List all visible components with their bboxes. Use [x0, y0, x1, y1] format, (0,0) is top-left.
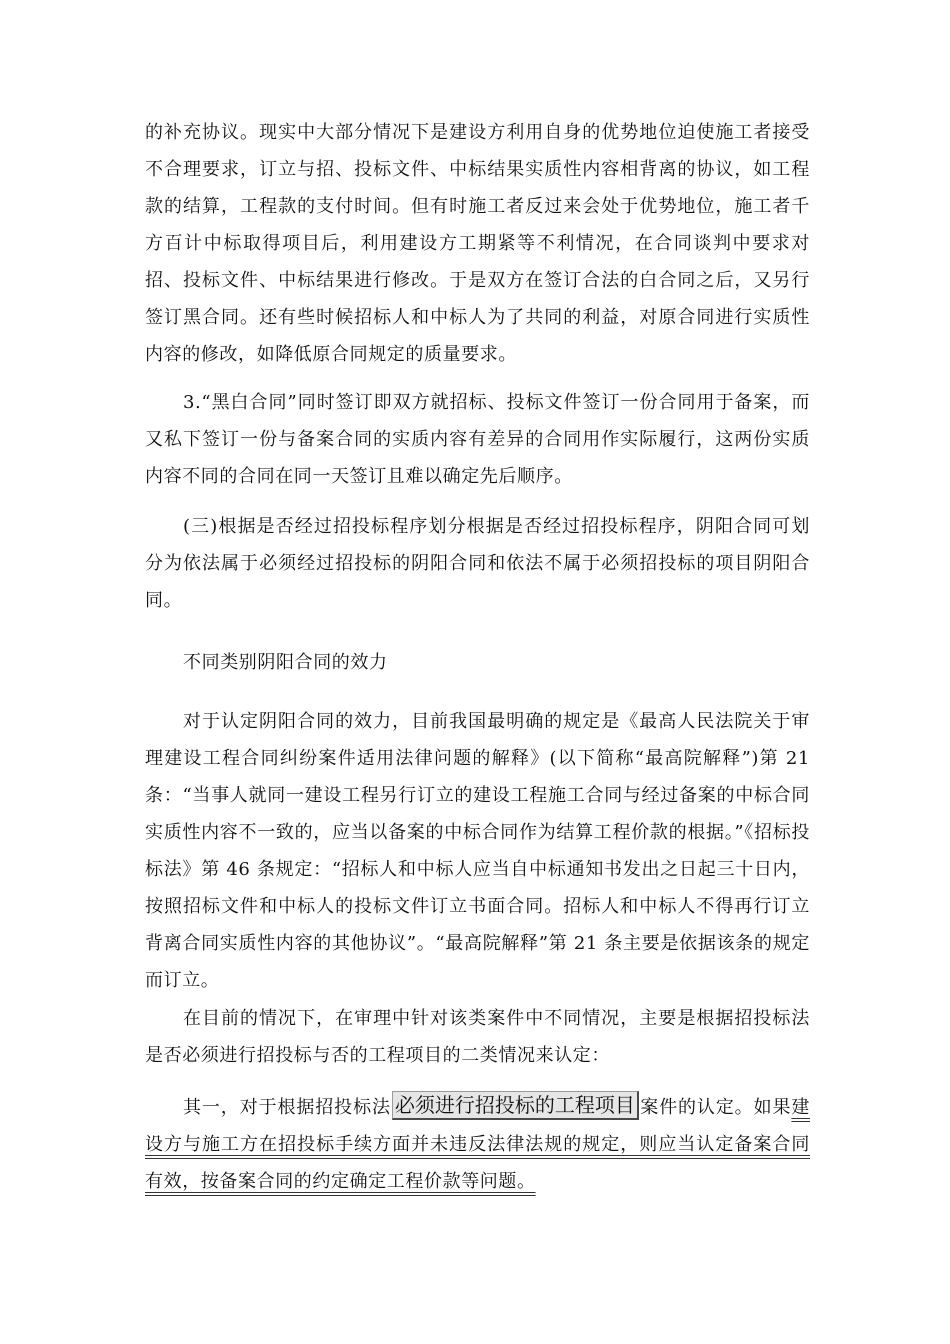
section-heading-contract-validity: 不同类别阴阳合同的效力	[183, 652, 388, 673]
paragraph-supplementary-agreement: 的补充协议。现实中大部分情况下是建设方利用自身的优势地位迫使施工者接受不合理要求，订立与招、投标文件、中标结果实质性内容相背离的协议，如工程款的结算，工程款的支付时间。但有时施工者反过来会处于优势地位，施工者千方百计中标取得项目后，利用建设方工期紧等不利情况，在合同谈判中要求对招、投标文件、中标结果进行修改。于是双方在签订合法的白合同之后，又另行签订黑合同。还有些时候招标人和中标人为了共同的利益，对原合同进行实质性内容的修改，如降低原合同规定的质量要求。	[145, 122, 810, 365]
highlighted-text-box: 必须进行招投标的工程项目	[392, 1091, 639, 1120]
paragraph-black-white-contract: 3.“黑白合同”同时签订即双方就招标、投标文件签订一份合同用于备案，而又私下签订一份与备案合同的实质内容有差异的合同用作实际履行，这两份实质内容不同的合同在同一天签订且难以确定先后顺序。	[145, 392, 810, 487]
paragraph-first-case	[145, 1089, 810, 1200]
paragraph-first-case-continuation: 案件的认定。如果	[639, 1097, 792, 1118]
paragraph-first-case-lead: 其一，对于根据招投标法	[183, 1097, 391, 1118]
paragraph-classification-bidding: (三)根据是否经过招投标程序划分根据是否经过招投标程序，阴阳合同可划分为依法属于必须经过招投标的阴阳合同和依法不属于必须招投标的项目阴阳合同。	[145, 516, 810, 611]
paragraph-current-situation: 在目前的情况下，在审理中针对该类案件中不同情况，主要是根据招投标法是否必须进行招投标与否的工程项目的二类情况来认定：	[145, 1008, 810, 1066]
double-underlined-text: 建设方与施工方在招投标手续方面并未违反法律法规的规定，则应当认定备案合同有效，按备案合同的约定确定工程价款等问题。	[145, 1097, 810, 1192]
paragraph-supreme-court-interpretation: 对于认定阴阳合同的效力，目前我国最明确的规定是《最高人民法院关于审理建设工程合同纠纷案件适用法律问题的解释》(以下简称“最高院解释”)第 21 条：“当事人就同一建设工程另行订立的建设工程施工合同与经过备案的中标合同实质性内容不一致的，应当以备案的中标合同作为结算工程价款的根据。”《招标投标法》第 46 条规定：“招标人和中标人应当自中标通知书发出之日起三十日内，按照招标文件和中标人的投标文件订立书面合同。招标人和中标人不得再行订立背离合同实质性内容的其他协议”。“最高院解释”第 21 条主要是依据该条的规定而订立。	[145, 711, 810, 991]
